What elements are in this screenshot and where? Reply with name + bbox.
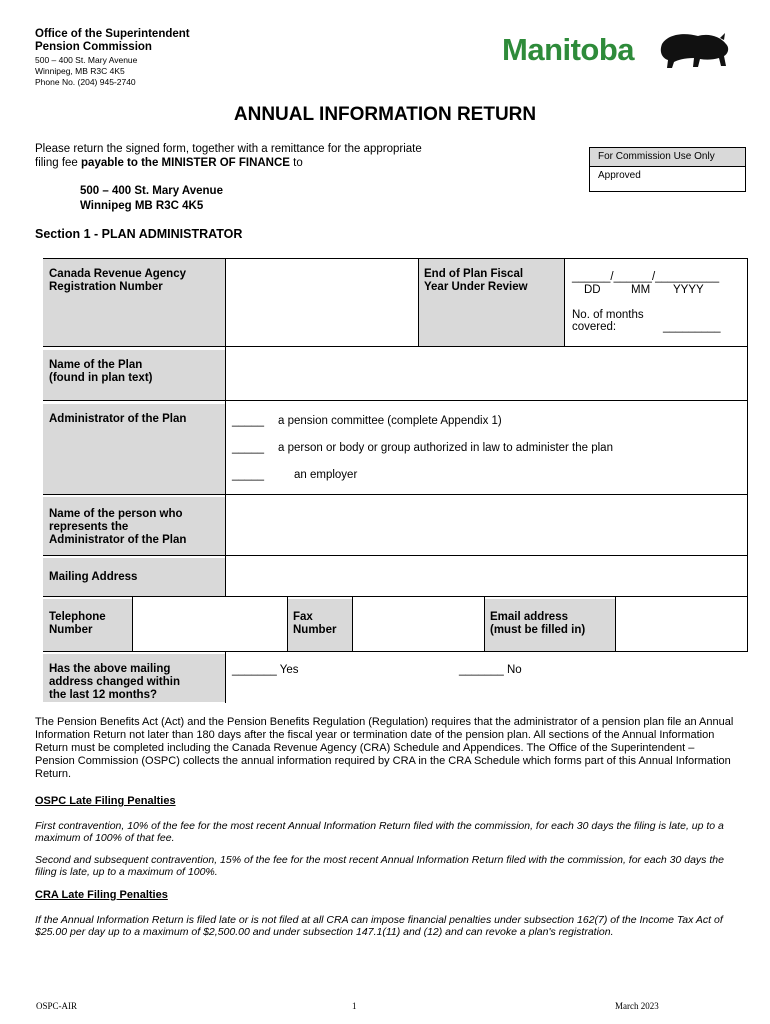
table-line — [43, 346, 748, 347]
option-employer-blank[interactable]: _____ — [232, 469, 264, 481]
ospc-penalty-second: Second and subsequent contravention, 15% of the fee for the most recent Annual Information Return filed with the commission, for each 30 days the filing is late, up to a maximum of 100%. — [35, 854, 724, 878]
fax-label: Fax Number — [287, 599, 352, 651]
administrator-label: Administrator of the Plan — [43, 404, 225, 494]
table-line — [132, 596, 133, 651]
office-address — [35, 55, 137, 88]
option-committee-blank[interactable]: _____ — [232, 415, 264, 427]
logo-wordmark: Manitoba — [502, 32, 635, 67]
email-input[interactable] — [616, 599, 747, 651]
option-authorized-blank[interactable]: _____ — [232, 442, 264, 454]
office-name — [35, 28, 190, 54]
option-committee-text: a pension committee (complete Appendix 1) — [278, 415, 502, 427]
table-line — [287, 596, 288, 651]
representative-input[interactable] — [226, 497, 747, 555]
email-label: Email address (must be filled in) — [484, 599, 615, 651]
table-line — [43, 258, 748, 259]
page-number: 1 — [352, 1001, 357, 1011]
fax-input[interactable] — [353, 599, 484, 651]
mailing-address-label: Mailing Address — [43, 558, 225, 596]
cra-penalty-text: If the Annual Information Return is filed late or is not filed at all CRA can impose financial penalties under subsection 162(7) of the Income Tax Act of $25.00 per day up to a maximum of $2,500.00 and under subsection 147.1(11) and (12) and can revoke a plan's registration. — [35, 914, 723, 938]
table-line — [352, 596, 353, 651]
cra-number-input[interactable] — [226, 259, 418, 346]
telephone-input[interactable] — [133, 599, 287, 651]
table-line — [747, 258, 748, 652]
cra-penalties-heading: CRA Late Filing Penalties — [35, 889, 168, 901]
table-line — [43, 596, 748, 597]
table-line — [418, 258, 419, 346]
bison-icon — [654, 30, 734, 72]
table-line — [43, 555, 748, 556]
representative-label: Name of the person who represents the Administrator of the Plan — [43, 497, 225, 555]
ospc-penalties-heading: OSPC Late Filing Penalties — [35, 795, 176, 807]
option-authorized-text: a person or body or group authorized in law to administer the plan — [278, 442, 613, 454]
fiscal-year-label: End of Plan Fiscal Year Under Review — [418, 259, 564, 346]
fiscal-date-input[interactable]: ______/______/__________ — [572, 271, 720, 283]
plan-name-input[interactable] — [226, 350, 747, 400]
intro-line-2: filing fee payable to the MINISTER OF FINANCE to — [35, 157, 303, 169]
form-code: OSPC-AIR — [36, 1001, 78, 1011]
address-changed-label: Has the above mailing address changed within the last 12 months? — [43, 654, 225, 702]
address-line-1: 500 – 400 St. Mary Avenue — [35, 55, 138, 65]
date-mm-label: MM — [631, 284, 651, 296]
commission-use-box — [589, 147, 746, 192]
intro-text — [35, 142, 515, 170]
remittance-address — [80, 184, 223, 214]
table-line — [564, 258, 565, 346]
cra-number-label: Canada Revenue Agency Registration Number — [43, 259, 225, 346]
office-line-2: Pension Commission — [35, 41, 152, 53]
manitoba-logo — [502, 30, 734, 72]
act-paragraph: The Pension Benefits Act (Act) and the Pension Benefits Regulation (Regulation) requires that the administrator of a pension plan file an Annual Information Return not later than 180 days after the fiscal year or termination date of the pension plan. All sections of the Annual Information Return must be completed including the Canada Revenue Agency (CRA) Schedule and Appendices. The Office of the Superintendent – Pension Commission (OSPC) collects the annual information required by CRA in the CRA Schedule which forms part of this Annual Information Return. — [35, 716, 734, 780]
address-changed-no[interactable]: _______ No — [459, 664, 522, 676]
option-employer-text: an employer — [294, 469, 358, 481]
remittance-line-2: Winnipeg MB R3C 4K5 — [80, 200, 204, 212]
commission-approved-label: Approved — [598, 170, 641, 181]
months-covered-input[interactable]: _________ — [663, 321, 721, 333]
table-line — [225, 651, 226, 703]
address-line-2: Winnipeg, MB R3C 4K5 — [35, 66, 125, 76]
telephone-label: Telephone Number — [43, 599, 132, 651]
remittance-line-1: 500 – 400 St. Mary Avenue — [80, 185, 223, 197]
table-line — [484, 596, 485, 651]
plan-name-label: Name of the Plan (found in plan text) — [43, 350, 225, 400]
table-line — [225, 258, 226, 596]
phone-line: Phone No. (204) 945-2740 — [35, 77, 136, 87]
page-title: ANNUAL INFORMATION RETURN — [233, 104, 537, 125]
date-dd-label: DD — [584, 284, 601, 296]
revision-date: March 2023 — [615, 1001, 659, 1011]
table-line — [43, 400, 748, 401]
ospc-penalty-first: First contravention, 10% of the fee for the most recent Annual Information Return filed with the commission, for each 30 days the filing is late, up to a maximum of 100% of that fee. — [35, 820, 724, 844]
table-line — [615, 596, 616, 651]
date-yyyy-label: YYYY — [673, 284, 704, 296]
office-line-1: Office of the Superintendent — [35, 28, 190, 40]
section-1-title: Section 1 - PLAN ADMINISTRATOR — [35, 227, 243, 241]
table-line — [43, 494, 748, 495]
commission-box-header: For Commission Use Only — [590, 148, 745, 167]
mailing-address-input[interactable] — [226, 558, 747, 596]
address-changed-yes[interactable]: _______ Yes — [232, 664, 299, 676]
months-label: No. of months — [572, 309, 644, 321]
months-covered-label: covered: — [572, 321, 617, 333]
intro-line-1: Please return the signed form, together with a remittance for the appropriate — [35, 143, 422, 155]
table-line — [43, 651, 748, 652]
